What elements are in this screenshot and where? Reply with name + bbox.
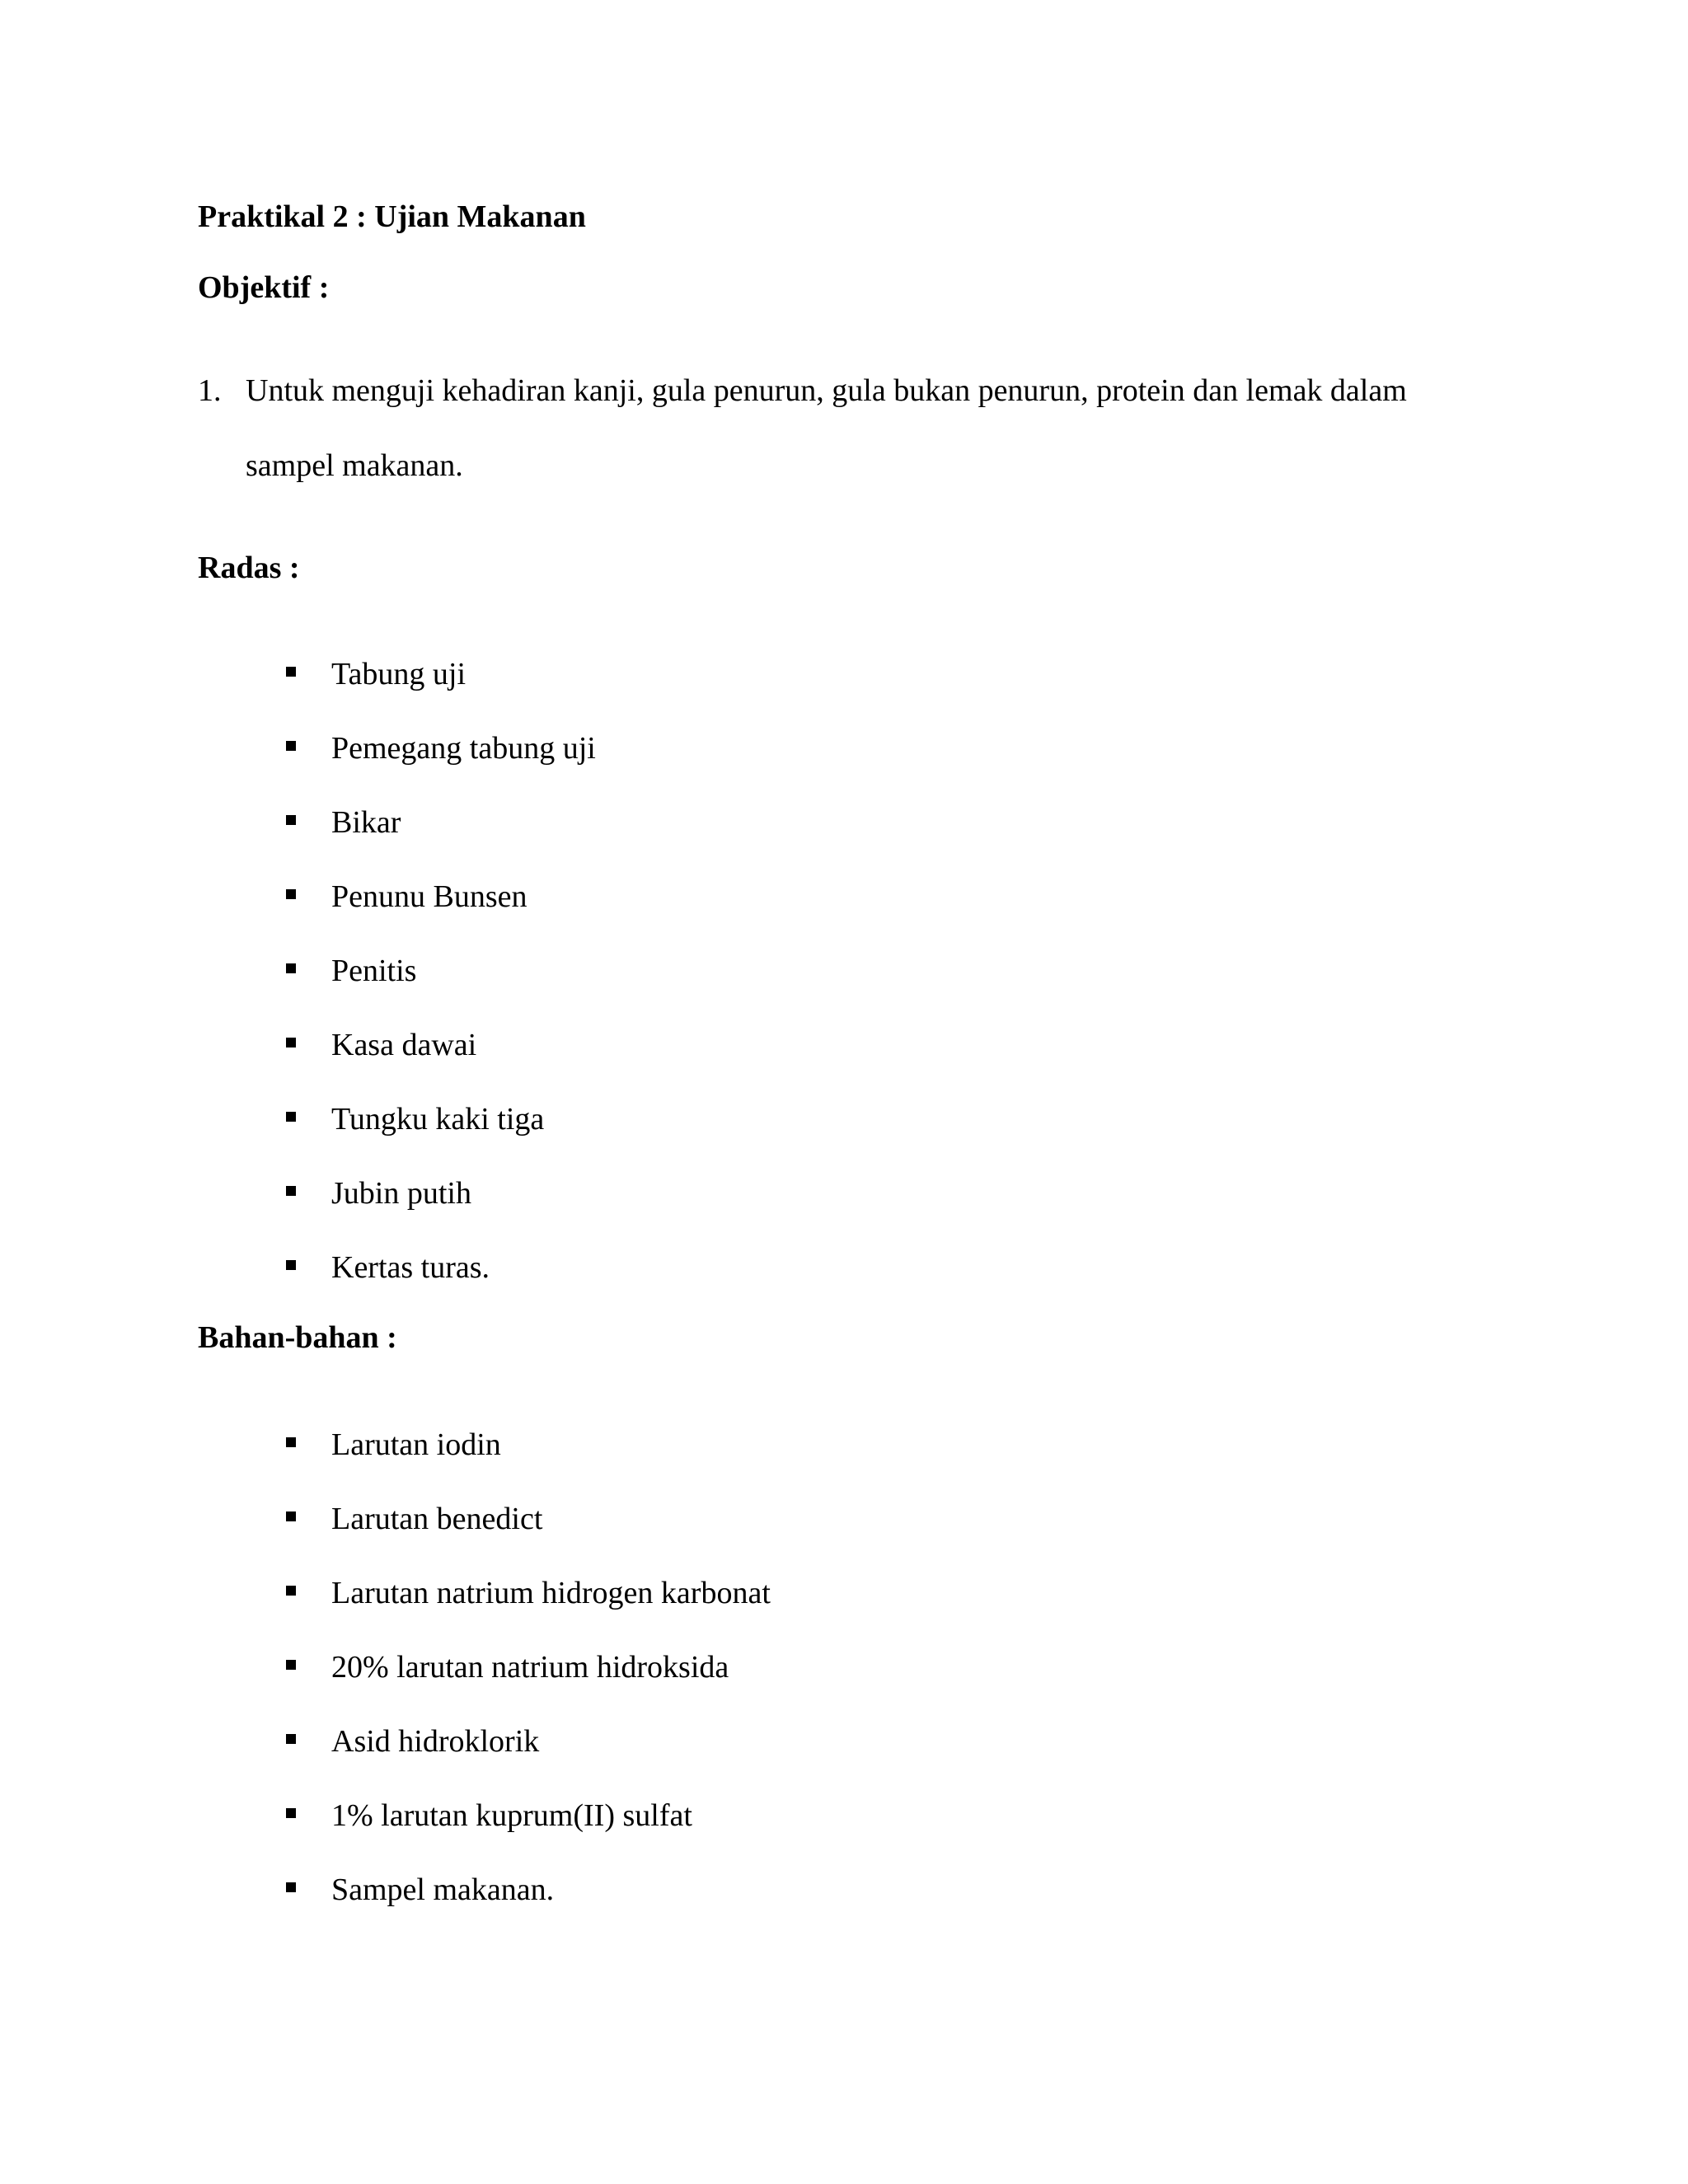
list-item-label: 20% larutan natrium hidroksida (331, 1650, 729, 1685)
list-item (0, 1429, 1688, 1470)
list-item (0, 807, 1688, 848)
list-item (0, 955, 1688, 996)
list-item (0, 1178, 1688, 1219)
list-item (0, 658, 1688, 700)
list-item (0, 1652, 1688, 1693)
list-item-label: Pemegang tabung uji (331, 731, 596, 766)
list-item (0, 1503, 1688, 1544)
objective-heading: Objektif : (198, 270, 330, 305)
square-bullet-icon (286, 815, 296, 825)
page-title: Praktikal 2 : Ujian Makanan (198, 199, 586, 234)
square-bullet-icon (286, 1260, 296, 1270)
list-item (0, 1577, 1688, 1619)
list-item-label: Sampel makanan. (331, 1872, 555, 1907)
square-bullet-icon (286, 1660, 296, 1670)
list-item (0, 1029, 1688, 1071)
square-bullet-icon (286, 1112, 296, 1122)
list-item (0, 1104, 1688, 1145)
objective-number: 1. (198, 373, 222, 408)
list-item (0, 1800, 1688, 1841)
list-item-label: Tabung uji (331, 657, 467, 691)
list-item-label: Penitis (331, 954, 417, 988)
list-item-label: Larutan iodin (331, 1427, 501, 1462)
list-item-label: Larutan benedict (331, 1502, 543, 1536)
square-bullet-icon (286, 889, 296, 899)
list-item-label: Kertas turas. (331, 1250, 490, 1285)
square-bullet-icon (286, 741, 296, 751)
materials-heading: Bahan-bahan : (198, 1320, 397, 1355)
apparatus-heading: Radas : (198, 551, 300, 585)
list-item-label: Bikar (331, 805, 401, 840)
square-bullet-icon (286, 1038, 296, 1047)
square-bullet-icon (286, 1734, 296, 1744)
objective-text-line2: sampel makanan. (246, 448, 463, 483)
square-bullet-icon (286, 963, 296, 973)
square-bullet-icon (286, 1882, 296, 1892)
list-item (0, 1874, 1688, 1915)
list-item-label: Asid hidroklorik (331, 1724, 540, 1759)
list-item-label: Kasa dawai (331, 1028, 477, 1062)
square-bullet-icon (286, 1511, 296, 1521)
square-bullet-icon (286, 667, 296, 677)
list-item (0, 881, 1688, 922)
list-item (0, 1252, 1688, 1293)
square-bullet-icon (286, 1186, 296, 1196)
list-item (0, 1726, 1688, 1767)
list-item-label: Jubin putih (331, 1176, 471, 1211)
list-item-label: Tungku kaki tiga (331, 1102, 545, 1137)
list-item-label: Penunu Bunsen (331, 879, 528, 914)
square-bullet-icon (286, 1808, 296, 1818)
square-bullet-icon (286, 1437, 296, 1447)
list-item-label: Larutan natrium hidrogen karbonat (331, 1576, 771, 1610)
objective-text-line1: Untuk menguji kehadiran kanji, gula penurun, gula bukan penurun, protein dan lemak dalam (246, 373, 1407, 408)
list-item (0, 733, 1688, 774)
list-item-label: 1% larutan kuprum(II) sulfat (331, 1798, 692, 1833)
square-bullet-icon (286, 1586, 296, 1596)
